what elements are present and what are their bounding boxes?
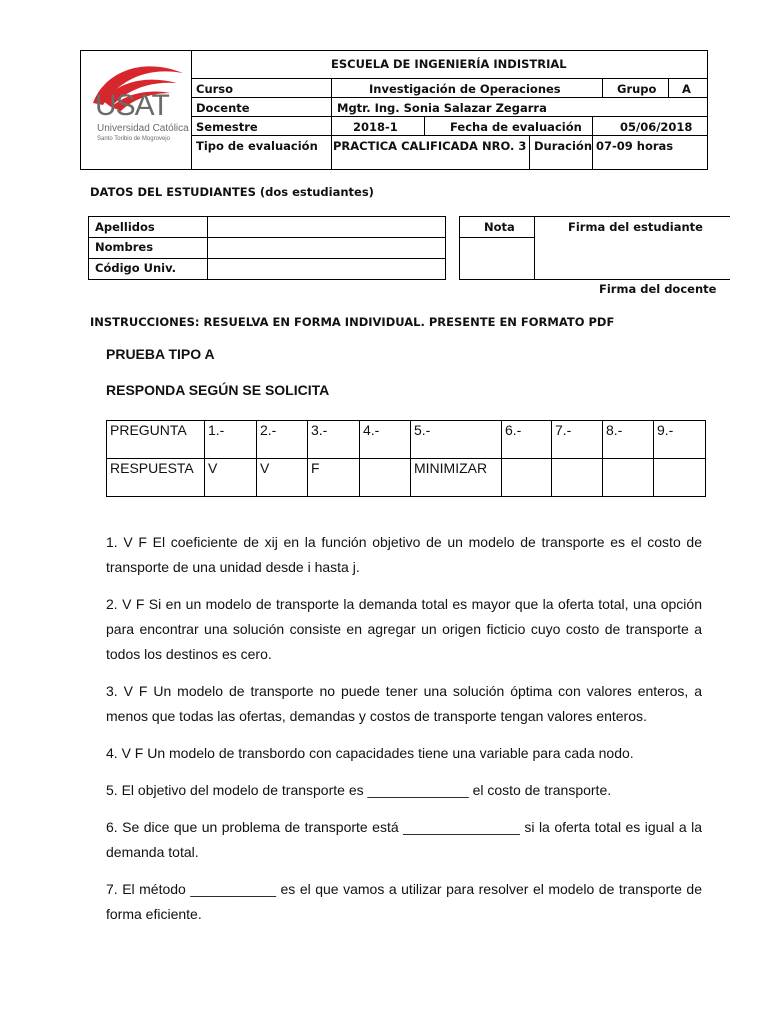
question-number: 7.- xyxy=(552,421,603,459)
answer-cell[interactable] xyxy=(654,459,706,497)
codigo-label: Código Univ. xyxy=(95,261,177,275)
question-number: 3.- xyxy=(308,421,360,459)
answer-cell[interactable] xyxy=(603,459,654,497)
logo-cell xyxy=(81,51,192,169)
duracion-label: Duración xyxy=(534,139,593,153)
grupo-value: A xyxy=(682,82,691,96)
question-3: 3. V F Un modelo de transporte no puede tener una solución óptima con valores enteros, a menos que todas las ofertas, demandas y costos de transporte tengan valores enteros. xyxy=(106,683,702,724)
logo-line1: Universidad Católica xyxy=(97,123,189,134)
question-4: 4. V F Un modelo de transbordo con capacidades tiene una variable para cada nodo. xyxy=(106,745,634,761)
question-number: 9.- xyxy=(654,421,706,459)
curso-label: Curso xyxy=(196,82,234,96)
question-6: 6. Se dice que un problema de transporte está _______________ si la oferta total es igual a la demanda total. xyxy=(106,819,702,860)
question-number: 4.- xyxy=(360,421,411,459)
fecha-value: 05/06/2018 xyxy=(620,120,693,134)
fecha-label: Fecha de evaluación xyxy=(450,120,582,134)
instructions: INSTRUCCIONES: RESUELVA EN FORMA INDIVIDUAL. PRESENTE EN FORMATO PDF xyxy=(90,315,615,329)
question-2: 2. V F Si en un modelo de transporte la demanda total es mayor que la oferta total, una opción para encontrar una solución consiste en agregar un origen ficticio cuyo costo de transporte a todos los destinos es cero. xyxy=(106,596,702,662)
nombres-field[interactable] xyxy=(208,238,445,258)
codigo-field[interactable] xyxy=(208,259,445,279)
answer-cell[interactable] xyxy=(360,459,411,497)
question-number: 1.- xyxy=(205,421,257,459)
question-5: 5. El objetivo del modelo de transporte es _____________ el costo de transporte. xyxy=(106,782,612,798)
nombres-label: Nombres xyxy=(95,240,154,254)
school-title: ESCUELA DE INGENIERÍA INDISTRIAL xyxy=(331,57,567,71)
question-number: 6.- xyxy=(502,421,552,459)
tipo-label: Tipo de evaluación xyxy=(196,139,318,153)
pregunta-header: PREGUNTA xyxy=(107,421,205,459)
answer-cell[interactable] xyxy=(502,459,552,497)
question-7: 7. El método ___________ es el que vamos a utilizar para resolver el modelo de transporte de forma eficiente. xyxy=(106,881,702,922)
respuesta-header: RESPUESTA xyxy=(107,459,205,497)
logo-line2: Santo Toribio de Mogrovejo xyxy=(97,136,170,142)
apellidos-field[interactable] xyxy=(208,217,445,237)
firma-estudiante-box xyxy=(535,216,730,280)
question-number: 2.- xyxy=(257,421,308,459)
answer-cell[interactable]: V xyxy=(257,459,308,497)
student-data-table xyxy=(88,216,446,280)
answer-cell[interactable]: V xyxy=(205,459,257,497)
semestre-value: 2018-1 xyxy=(353,120,398,134)
nota-label: Nota xyxy=(484,220,515,234)
tipo-value: PRACTICA CALIFICADA NRO. 3 xyxy=(333,139,527,153)
question-number: 5.- xyxy=(411,421,502,459)
semestre-label: Semestre xyxy=(196,120,258,134)
docente-value: Mgtr. Ing. Sonia Salazar Zegarra xyxy=(337,101,547,115)
question-1: 1. V F El coeficiente de xij en la función objetivo de un modelo de transporte es el costo de transporte de una unidad desde i hasta j. xyxy=(106,534,702,575)
header-table xyxy=(80,50,708,170)
logo-brand: USAT xyxy=(95,89,169,122)
answer-table xyxy=(106,420,706,497)
student-data-title: DATOS DEL ESTUDIANTES (dos estudiantes) xyxy=(90,185,374,199)
grupo-label: Grupo xyxy=(617,82,657,96)
nota-box xyxy=(459,216,535,280)
firma-estudiante-label: Firma del estudiante xyxy=(568,220,703,234)
duracion-value: 07-09 horas xyxy=(596,139,674,153)
answer-cell[interactable]: MINIMIZAR xyxy=(411,459,502,497)
curso-value: Investigación de Operaciones xyxy=(369,82,561,96)
responda-title: RESPONDA SEGÚN SE SOLICITA xyxy=(106,382,330,398)
nota-field[interactable] xyxy=(460,238,534,279)
answer-cell[interactable] xyxy=(552,459,603,497)
question-number: 8.- xyxy=(603,421,654,459)
answer-cell[interactable]: F xyxy=(308,459,360,497)
docente-label: Docente xyxy=(196,101,250,115)
firma-docente-label: Firma del docente xyxy=(599,282,717,296)
apellidos-label: Apellidos xyxy=(95,220,155,234)
prueba-title: PRUEBA TIPO A xyxy=(106,346,215,362)
